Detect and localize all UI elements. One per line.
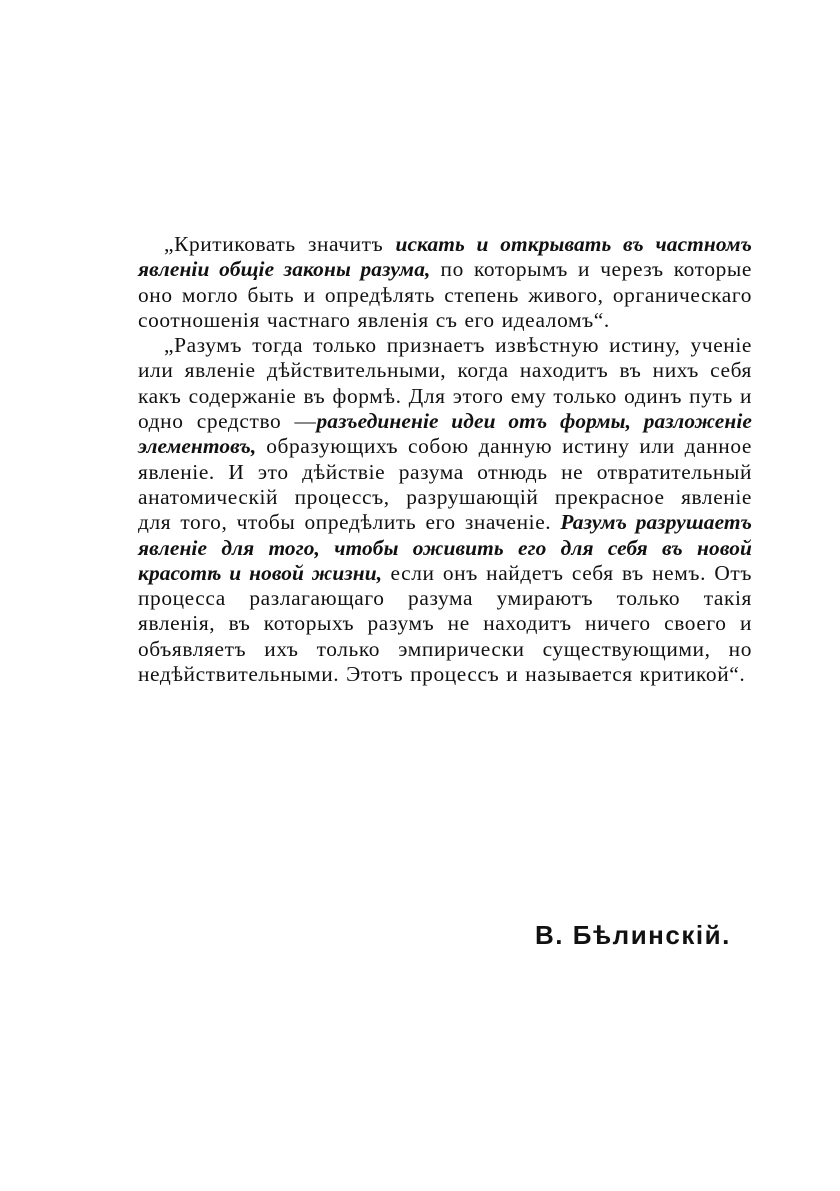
quote1-emphasis: искать и открывать въ частномъ явленіи общіе законы разума,: [138, 232, 752, 282]
quote2-text-part-2: образующихъ собою данную истину или данное явленіе. И это дѣйствіе разума отнюдь не отвратительный анатомическій процессъ, разрушающій прекрасное явленіе для того, чтобы опредѣлить его значеніе.: [138, 434, 752, 535]
quote1-opening-text: „Критиковать значитъ: [164, 232, 396, 256]
quote-paragraph-2: [138, 333, 752, 687]
quote-block: [138, 232, 752, 687]
quote2-text-part-3: если онъ найдетъ себя въ немъ. Отъ процесса разлагающаго разума умираютъ только такія явленія, въ которыхъ разумъ не находитъ ничего своего и объявляетъ ихъ только эмпирически существующими, но недѣйствительными. Этотъ процессъ и называется критикой“.: [138, 560, 752, 687]
quote-paragraph-1: [138, 232, 752, 333]
author-signature: В. Бѣлинскій.: [535, 920, 731, 950]
quote2-emphasis-2: Разумъ разрушаетъ явленіе для того, чтобы оживить его для себя въ новой красотѣ и новой жизни,: [138, 510, 752, 585]
quote2-text-part-1: „Разумъ тогда только признаетъ извѣстную истину, ученіе или явленіе дѣйствительными, когда находитъ въ нихъ себя какъ содержаніе въ формѣ. Для этого ему только одинъ путь и одно средство —: [138, 333, 752, 434]
quote1-closing-text: по которымъ и черезъ которые оно могло быть и опредѣлять степень живого, органическаго соотношенія частнаго явленія съ его идеаломъ“.: [138, 257, 752, 332]
quote2-emphasis-1: разъединеніе идеи отъ формы, разложеніе элементовъ,: [138, 409, 752, 459]
